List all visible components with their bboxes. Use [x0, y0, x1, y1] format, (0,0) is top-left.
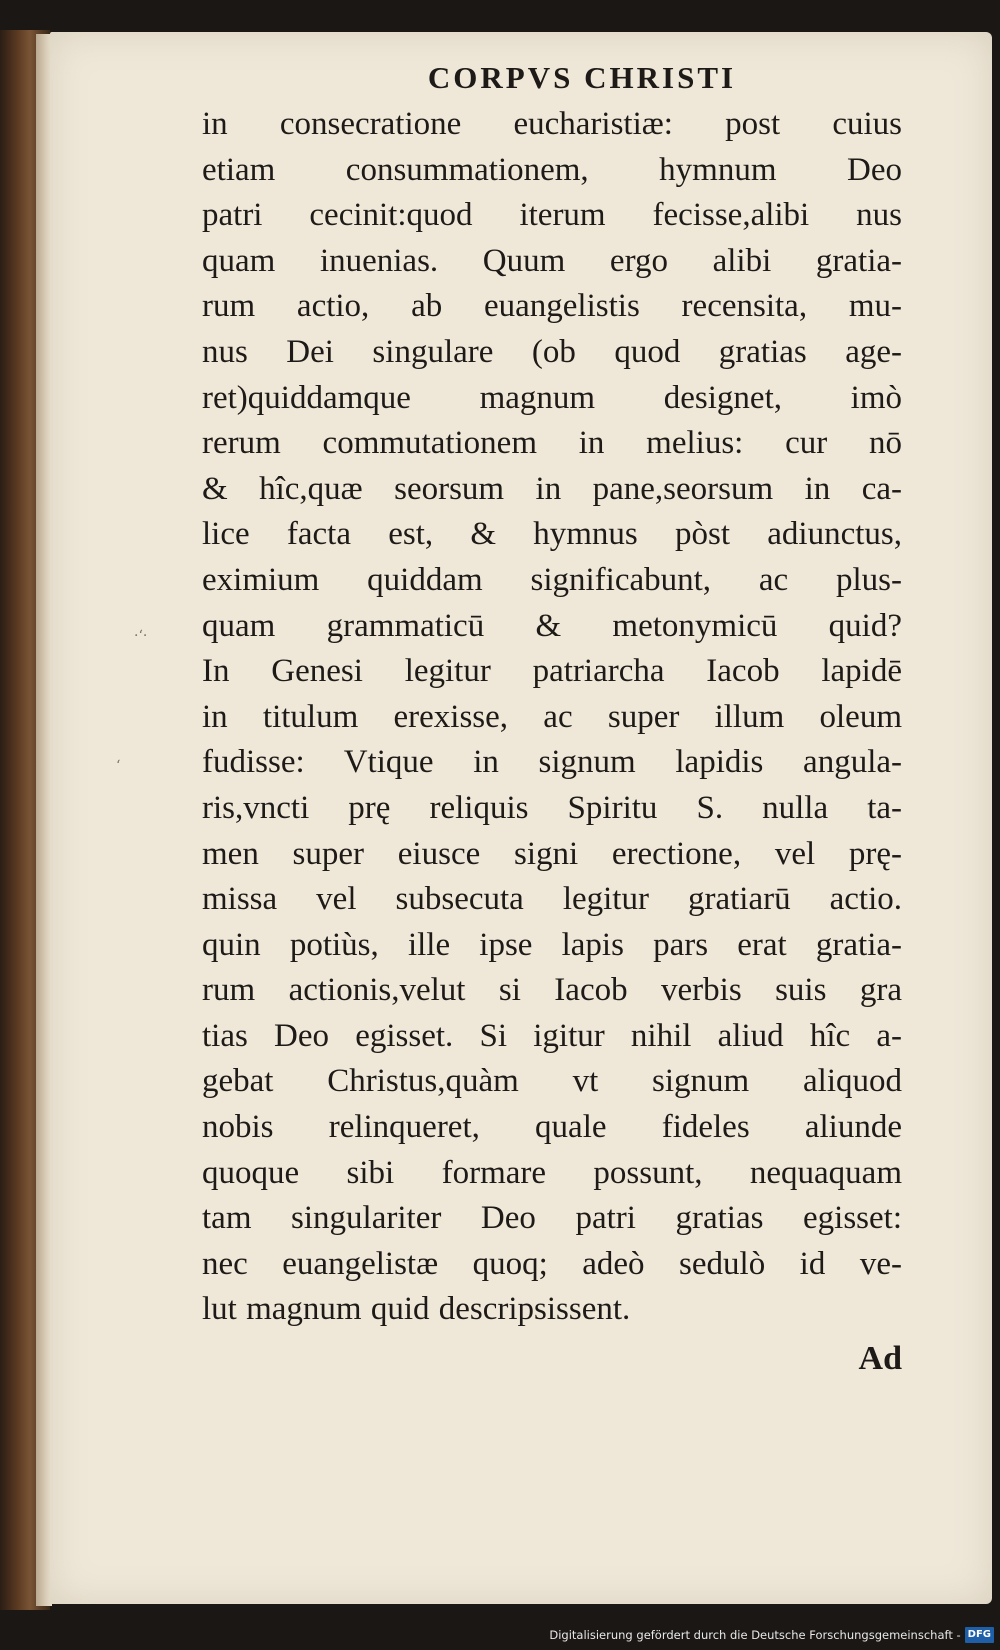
text-line: rum actio, ab euangelistis recensita, mu-: [202, 288, 902, 325]
text-line: eximium quiddam significabunt, ac plus-: [202, 561, 902, 598]
margin-mark: ·‘·: [134, 628, 148, 644]
text-line: gebat Christus,quàm vt signum aliquod: [202, 1063, 902, 1100]
catchword: Ad: [858, 1340, 902, 1378]
text-block: [202, 58, 902, 1381]
text-line: nec euangelistæ quoq; adeò sedulò id ve-: [202, 1245, 902, 1282]
text-line: in consecratione eucharistiæ: post cuius: [202, 106, 902, 142]
text-line: fudisse: Vtique in signum lapidis angula-: [202, 744, 902, 781]
text-line: quin potiùs, ille ipse lapis pars erat gratia-: [202, 926, 902, 963]
text-line: rerum commutationem in melius: cur nō: [202, 425, 902, 462]
text-line: in titulum erexisse, ac super illum oleum: [202, 698, 902, 735]
text-line: quam inuenias. Quum ergo alibi gratia-: [202, 242, 902, 279]
text-line: ris,vncti prę reliquis Spiritu S. nulla ta-: [202, 789, 902, 826]
text-line: & hîc,quæ seorsum in pane,seorsum in ca-: [202, 470, 902, 507]
text-line: patri cecinit:quod iterum fecisse,alibi nus: [202, 197, 902, 234]
text-line: In Genesi legitur patriarcha Iacob lapidē: [202, 653, 902, 690]
digitization-footer: [549, 1626, 994, 1644]
text-line: quam grammaticū & metonymicū quid?: [202, 607, 902, 644]
text-line: lut magnum quid descripsissent.: [202, 1291, 631, 1328]
text-line: quoque sibi formare possunt, nequaquam: [202, 1154, 902, 1191]
dfg-logo: DFG: [965, 1627, 994, 1643]
footer-credit: Digitalisierung gefördert durch die Deutsche Forschungsgemeinschaft -: [549, 1628, 961, 1642]
text-line: nobis relinqueret, quale fideles aliunde: [202, 1109, 902, 1146]
running-head: CORPVS CHRISTI: [427, 60, 737, 95]
text-line: missa vel subsecuta legitur gratiarū actio.: [202, 881, 902, 918]
text-line: lice facta est, & hymnus pòst adiunctus,: [202, 516, 902, 553]
margin-mark: ‘: [116, 758, 121, 774]
text-lines: [202, 102, 902, 1333]
text-line: nus Dei singulare (ob quod gratias age-: [202, 333, 902, 370]
text-line: ret)quiddamque magnum designet, imò: [202, 379, 902, 416]
text-line: etiam consummationem, hymnum Deo: [202, 151, 902, 188]
text-line: tias Deo egisset. Si igitur nihil aliud hîc a-: [202, 1017, 902, 1054]
text-line: men super eiusce signi erectione, vel prę-: [202, 835, 902, 872]
text-line: rum actionis,velut si Iacob verbis suis gra: [202, 972, 902, 1009]
text-line: tam singulariter Deo patri gratias egisset:: [202, 1200, 902, 1237]
